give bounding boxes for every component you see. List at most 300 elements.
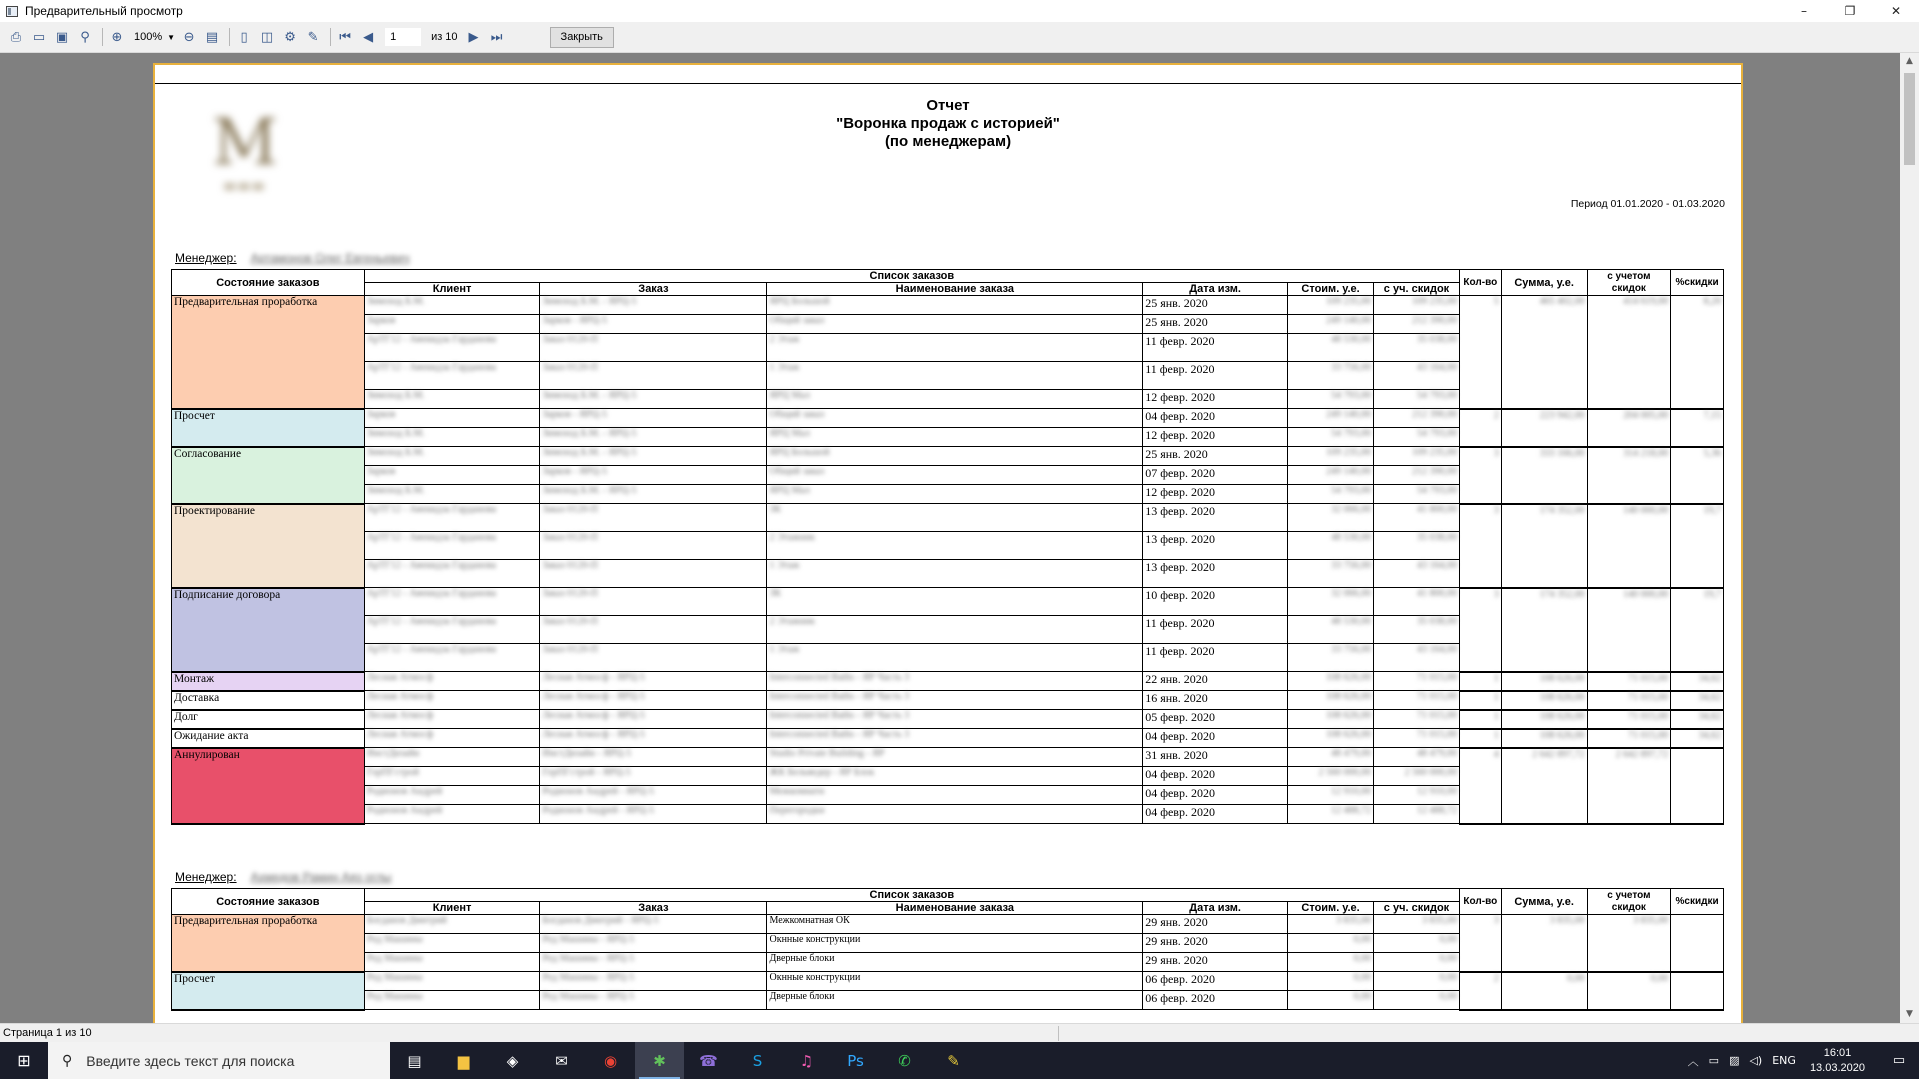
- order-cell: Заказ 0120-П: [540, 560, 767, 588]
- header-cost: Стоим. у.е.: [1288, 902, 1374, 915]
- qty-cell: 1: [1459, 672, 1501, 691]
- order-cell: Лесная Атмосф - ЯРЦ-5: [540, 691, 767, 710]
- discount-cost-cell: 3 835,00: [1374, 915, 1460, 934]
- header-order-name: Наименование заказа: [767, 902, 1143, 915]
- date-cell: 04 февр. 2020: [1143, 729, 1288, 748]
- discount-cost-cell: 43 164,00: [1374, 560, 1460, 588]
- state-cell: Просчет: [172, 409, 365, 447]
- scroll-up-icon[interactable]: ▲: [1906, 56, 1913, 66]
- sum-cell: 108 626,00: [1501, 672, 1587, 691]
- order-name-cell: Interconnected Baths - ЯР Часть 3: [767, 729, 1143, 748]
- order-cell: Ред Машины - ЯРЦ-5: [540, 972, 767, 991]
- order-name-cell: Общий заказ: [767, 409, 1143, 428]
- incl-discount-cell: 204 005,00: [1587, 409, 1670, 447]
- date-cell: 22 янв. 2020: [1143, 672, 1288, 691]
- pct-discount-cell: 5,36: [1671, 447, 1724, 504]
- client-cell: Богданов Дмитрий: [364, 915, 540, 934]
- order-name-cell: 1 Этаж: [767, 644, 1143, 672]
- network-icon[interactable]: ▨: [1729, 1054, 1740, 1067]
- date-cell: 11 февр. 2020: [1143, 362, 1288, 390]
- state-cell: Аннулирован: [172, 748, 365, 824]
- order-name-cell: 2 Этажник: [767, 616, 1143, 644]
- manager-heading: [175, 251, 410, 265]
- header-sum: Сумма, у.е.: [1501, 270, 1587, 296]
- photoshop-icon[interactable]: Ps: [847, 1051, 864, 1070]
- cost-cell: 249 140,00: [1288, 466, 1374, 485]
- manager-label: Менеджер:: [175, 251, 237, 265]
- cost-cell: 0,00: [1288, 972, 1374, 991]
- order-cell: Заказ 0120-П: [540, 644, 767, 672]
- volume-icon[interactable]: ◁): [1749, 1054, 1763, 1067]
- header-order-name: Наименование заказа: [767, 283, 1143, 296]
- qty-cell: 2: [1459, 409, 1501, 447]
- date-cell: 07 февр. 2020: [1143, 466, 1288, 485]
- pct-discount-cell: 34,62: [1671, 672, 1724, 691]
- order-cell: Лесная Атмосф - ЯРЦ-5: [540, 672, 767, 691]
- order-name-cell: Interconnected Baths - ЯР Часть 3: [767, 691, 1143, 710]
- store-icon[interactable]: ◈: [506, 1051, 519, 1070]
- cost-cell: 48 479,00: [1288, 748, 1374, 767]
- discount-cost-cell: 71 015,00: [1374, 710, 1460, 729]
- window-title: Предварительный просмотр: [25, 4, 183, 18]
- client-cell: Ред Машины: [364, 934, 540, 953]
- cost-cell: 2 560 000,00: [1288, 767, 1374, 786]
- cost-cell: 54 793,00: [1288, 485, 1374, 504]
- cost-cell: 33 756,00: [1288, 362, 1374, 390]
- sum-cell: 174 352,00: [1501, 504, 1587, 588]
- header-incl-discount: с учетом скидок: [1587, 889, 1670, 915]
- order-name-cell: Окнные конструкции: [767, 934, 1143, 953]
- sum-cell: 3 835,00: [1501, 915, 1587, 972]
- order-cell: Лесная Атмосф - ЯРЦ-5: [540, 710, 767, 729]
- app-icon-green-yellow[interactable]: ✎: [947, 1051, 960, 1070]
- show-hidden-icons-icon[interactable]: ︿: [1687, 1054, 1699, 1068]
- qty-cell: 3: [1459, 447, 1501, 504]
- report-title-line3: (по менеджерам): [884, 133, 1012, 150]
- client-cell: Зимоход Б.М.: [364, 485, 540, 504]
- whatsapp-icon[interactable]: ✆: [898, 1051, 911, 1070]
- minimize-button[interactable]: –: [1801, 4, 1807, 18]
- viber-icon[interactable]: ☎: [699, 1051, 718, 1070]
- mail-icon[interactable]: ✉: [555, 1051, 568, 1070]
- cost-cell: 54 793,00: [1288, 428, 1374, 447]
- discount-cost-cell: 71 015,00: [1374, 672, 1460, 691]
- header-client: Клиент: [364, 283, 540, 296]
- discount-cost-cell: 54 793,00: [1374, 390, 1460, 409]
- pct-discount-cell: [1671, 748, 1724, 824]
- print-icon[interactable]: ⎙: [10, 29, 22, 45]
- order-name-cell: ЯРЦ Мал: [767, 428, 1143, 447]
- order-cell: Заказ 0120-П: [540, 532, 767, 560]
- cost-cell: 108 626,00: [1288, 691, 1374, 710]
- order-name-cell: Межкомнатн: [767, 786, 1143, 805]
- incl-discount-cell: 314 218,00: [1587, 447, 1670, 504]
- windows-start-icon[interactable]: ⊞: [17, 1051, 31, 1070]
- search-icon: ⚲: [62, 1052, 73, 1069]
- header-with-discount: с уч. скидок: [1374, 902, 1460, 915]
- chrome-icon[interactable]: ◉: [603, 1051, 618, 1070]
- cost-cell: 33 756,00: [1288, 644, 1374, 672]
- table-row: [172, 672, 1724, 691]
- date-cell: 25 янв. 2020: [1143, 315, 1288, 334]
- qty-cell: 2: [1459, 972, 1501, 1010]
- state-cell: Долг: [172, 710, 365, 729]
- discount-cost-cell: 0,00: [1374, 953, 1460, 972]
- discount-cost-cell: 212 390,00: [1374, 409, 1460, 428]
- date-cell: 29 янв. 2020: [1143, 915, 1288, 934]
- header-orders-list: Список заказов: [364, 889, 1459, 902]
- incl-discount-cell: 0,00: [1587, 972, 1670, 1010]
- date-cell: 29 янв. 2020: [1143, 953, 1288, 972]
- cost-cell: 0,00: [1288, 953, 1374, 972]
- file-explorer-icon[interactable]: ▆: [457, 1051, 470, 1070]
- order-cell: Родионов Андрей - ЯРЦ-5: [540, 805, 767, 824]
- task-view-icon[interactable]: ▤: [407, 1051, 422, 1070]
- cost-cell: 3 835,00: [1288, 915, 1374, 934]
- discount-cost-cell: 0,00: [1374, 934, 1460, 953]
- date-cell: 04 февр. 2020: [1143, 767, 1288, 786]
- cost-cell: 0,00: [1288, 934, 1374, 953]
- order-name-cell: Перегородки: [767, 805, 1143, 824]
- client-cell: Лесная Атмосф: [364, 691, 540, 710]
- multi-page-icon[interactable]: ◫: [260, 29, 274, 45]
- qty-cell: 4: [1459, 748, 1501, 824]
- client-cell: Лесная Атмосф: [364, 729, 540, 748]
- incl-discount-cell: 71 015,00: [1587, 691, 1670, 710]
- order-cell: ИнстДизайн - ЯРЦ-5: [540, 748, 767, 767]
- table-row: [172, 409, 1724, 428]
- client-cell: АрТГ12 - Авенидза Гарданова: [364, 616, 540, 644]
- cost-cell: 32 066,00: [1288, 504, 1374, 532]
- client-cell: АрТГ12 - Авенидза Гарданова: [364, 588, 540, 616]
- chevron-down-icon: ▼: [167, 32, 176, 42]
- zoom-in-icon[interactable]: ⊕: [111, 29, 123, 45]
- order-name-cell: Interconnected Baths - ЯР Часть 3: [767, 672, 1143, 691]
- cost-cell: 109 235,00: [1288, 447, 1374, 466]
- page-count-label: из 10: [431, 31, 458, 43]
- order-name-cell: Межкомнатная ОК: [767, 915, 1143, 934]
- zoom-select[interactable]: 100% ▼: [134, 31, 176, 43]
- cost-cell: 0,00: [1288, 991, 1374, 1010]
- discount-cost-cell: 0,00: [1374, 991, 1460, 1010]
- date-cell: 25 янв. 2020: [1143, 447, 1288, 466]
- order-name-cell: Общий заказ: [767, 466, 1143, 485]
- order-name-cell: Дверные блоки: [767, 953, 1143, 972]
- active-app-icon[interactable]: ✱: [635, 1042, 684, 1079]
- incl-discount-cell: 71 015,00: [1587, 729, 1670, 748]
- header-order: Заказ: [540, 902, 767, 915]
- discount-cost-cell: 212 390,00: [1374, 466, 1460, 485]
- toolbar-separator: [229, 28, 230, 46]
- report-title-line2: "Воронка продаж с историей": [836, 115, 1060, 132]
- order-cell: Ред Машины - ЯРЦ-5: [540, 934, 767, 953]
- order-name-cell: Окнные конструкции: [767, 972, 1143, 991]
- discount-cost-cell: 212 390,00: [1374, 315, 1460, 334]
- order-cell: Лесная Атмосф - ЯРЦ-5: [540, 729, 767, 748]
- discount-cost-cell: 35 038,00: [1374, 616, 1460, 644]
- toolbar: [0, 22, 1919, 53]
- sum-cell: 223 942,00: [1501, 409, 1587, 447]
- close-window-button[interactable]: ✕: [1890, 4, 1902, 18]
- date-cell: 12 февр. 2020: [1143, 428, 1288, 447]
- manager-name: Артамонов Олег Евгеньевич: [250, 251, 410, 265]
- zoom-out-icon[interactable]: ⊖: [183, 29, 195, 45]
- date-cell: 31 янв. 2020: [1143, 748, 1288, 767]
- table-row: [172, 729, 1724, 748]
- cost-cell: 109 235,00: [1288, 296, 1374, 315]
- client-cell: Лесная Атмосф: [364, 710, 540, 729]
- cost-cell: 108 626,00: [1288, 729, 1374, 748]
- incl-discount-cell: 140 000,00: [1587, 504, 1670, 588]
- order-name-cell: ЯРЦ Мал: [767, 485, 1143, 504]
- order-name-cell: ЗК: [767, 588, 1143, 616]
- orders-table: [171, 269, 1724, 825]
- edit-page-icon[interactable]: ✎: [307, 29, 319, 45]
- table-row: [172, 710, 1724, 729]
- first-page-icon[interactable]: ⏮: [339, 29, 351, 45]
- client-cell: АрТГ12 - Авенидза Гарданова: [364, 560, 540, 588]
- order-name-cell: 1 Этаж: [767, 560, 1143, 588]
- order-cell: ГорПГстрой - ЯРЦ-5: [540, 767, 767, 786]
- order-name-cell: 1 Этаж: [767, 362, 1143, 390]
- status-text: Страница 1 из 10: [3, 1027, 92, 1039]
- date-cell: 29 янв. 2020: [1143, 934, 1288, 953]
- qty-cell: 1: [1459, 691, 1501, 710]
- cost-cell: 32 066,00: [1288, 588, 1374, 616]
- header-qty: Кол-во: [1459, 270, 1501, 296]
- client-cell: АрТГ12 - Авенидза Гарданова: [364, 334, 540, 362]
- vertical-scrollbar[interactable]: [1900, 53, 1919, 1023]
- discount-cost-cell: 54 793,00: [1374, 485, 1460, 504]
- language-indicator[interactable]: ENG: [1772, 1054, 1796, 1067]
- taskbar-search[interactable]: [48, 1042, 390, 1079]
- date-cell: 06 февр. 2020: [1143, 972, 1288, 991]
- client-cell: АрТГ12 - Авенидза Гарданова: [364, 532, 540, 560]
- toolbar-separator: [330, 28, 331, 46]
- discount-cost-cell: 43 164,00: [1374, 362, 1460, 390]
- header-orders-list: Список заказов: [364, 270, 1459, 283]
- date-cell: 06 февр. 2020: [1143, 991, 1288, 1010]
- order-name-cell: ЖК Бельведер - ЯР Блок: [767, 767, 1143, 786]
- cost-cell: 108 626,00: [1288, 672, 1374, 691]
- cost-cell: 249 140,00: [1288, 315, 1374, 334]
- discount-cost-cell: 109 235,00: [1374, 296, 1460, 315]
- restore-button[interactable]: ❐: [1844, 4, 1856, 18]
- pct-discount-cell: [1671, 972, 1724, 1010]
- client-cell: Ред Машины: [364, 991, 540, 1010]
- header-sum: Сумма, у.е.: [1501, 889, 1587, 915]
- pct-discount-cell: 19,7: [1671, 588, 1724, 672]
- save-icon[interactable]: ▣: [55, 29, 69, 45]
- header-client: Клиент: [364, 902, 540, 915]
- qty-cell: 3: [1459, 588, 1501, 672]
- pct-discount-cell: 34,62: [1671, 691, 1724, 710]
- discount-cost-cell: 41 800,00: [1374, 588, 1460, 616]
- sum-cell: 108 626,00: [1501, 729, 1587, 748]
- last-page-icon[interactable]: ⏭: [490, 29, 503, 45]
- discount-cost-cell: 43 164,00: [1374, 644, 1460, 672]
- notification-icon[interactable]: ▭: [1892, 1053, 1906, 1068]
- date-cell: 13 февр. 2020: [1143, 560, 1288, 588]
- pct-discount-cell: [1671, 915, 1724, 972]
- header-pct-discount: %скидки: [1671, 889, 1724, 915]
- qty-cell: 3: [1459, 504, 1501, 588]
- client-cell: Родионов Андрей: [364, 786, 540, 805]
- order-cell: Зимоход Б.М. - ЯРЦ-5: [540, 296, 767, 315]
- client-cell: Зимоход Б.М.: [364, 428, 540, 447]
- client-cell: Ред Машины: [364, 953, 540, 972]
- prev-page-icon[interactable]: ◀: [363, 29, 374, 45]
- orders-table: [171, 888, 1724, 1011]
- scroll-thumb[interactable]: [1904, 73, 1915, 165]
- status-bar: [0, 1023, 1919, 1042]
- header-incl-discount: с учетом скидок: [1587, 270, 1670, 296]
- battery-icon[interactable]: ▭: [1708, 1054, 1720, 1067]
- state-cell: Просчет: [172, 972, 365, 1010]
- clock[interactable]: [1810, 1046, 1865, 1076]
- skype-icon[interactable]: S: [752, 1051, 763, 1070]
- app-icon: [6, 6, 18, 17]
- date-cell: 13 февр. 2020: [1143, 504, 1288, 532]
- order-cell: Богданов Дмитрий - ЯРЦ-5: [540, 915, 767, 934]
- client-cell: Зарков: [364, 315, 540, 334]
- company-logo: M ▬▬▬: [212, 106, 278, 194]
- client-cell: АрТГ12 - Авенидза Гарданова: [364, 504, 540, 532]
- order-cell: Ред Машины - ЯРЦ-5: [540, 991, 767, 1010]
- client-cell: Зарков: [364, 409, 540, 428]
- sum-cell: 108 626,00: [1501, 710, 1587, 729]
- discount-cost-cell: 54 793,00: [1374, 428, 1460, 447]
- cost-cell: 249 140,00: [1288, 409, 1374, 428]
- preview-area[interactable]: [0, 53, 1900, 1023]
- client-cell: АрТГ12 - Авенидза Гарданова: [364, 362, 540, 390]
- cost-cell: 33 756,00: [1288, 560, 1374, 588]
- state-cell: Монтаж: [172, 672, 365, 691]
- date-cell: 25 янв. 2020: [1143, 296, 1288, 315]
- date-cell: 11 февр. 2020: [1143, 334, 1288, 362]
- pct-discount-cell: 34,62: [1671, 710, 1724, 729]
- find-icon[interactable]: ⚲: [80, 29, 90, 45]
- search-placeholder: Введите здесь текст для поиска: [86, 1052, 295, 1069]
- table-row: [172, 691, 1724, 710]
- header-order: Заказ: [540, 283, 767, 296]
- client-cell: Лесная Атмосф: [364, 672, 540, 691]
- incl-discount-cell: 71 015,00: [1587, 672, 1670, 691]
- close-preview-button[interactable]: Закрыть: [550, 27, 614, 48]
- client-cell: ГорПГстрой: [364, 767, 540, 786]
- table-row: [172, 972, 1724, 991]
- cost-cell: 12 488,72: [1288, 805, 1374, 824]
- order-name-cell: ЗК: [767, 504, 1143, 532]
- discount-cost-cell: 12 910,00: [1374, 786, 1460, 805]
- sum-cell: 333 166,00: [1501, 447, 1587, 504]
- qty-cell: 5: [1459, 296, 1501, 409]
- table-row: [172, 296, 1724, 315]
- order-cell: Зарков - ЯРЦ-5: [540, 409, 767, 428]
- discount-cost-cell: 109 235,00: [1374, 447, 1460, 466]
- order-cell: Заказ 0120-П: [540, 588, 767, 616]
- discount-cost-cell: 12 488,72: [1374, 805, 1460, 824]
- single-page-icon[interactable]: ▯: [240, 29, 248, 45]
- pct-discount-cell: 19,7: [1671, 504, 1724, 588]
- sum-cell: 174 352,00: [1501, 588, 1587, 672]
- manager-name: Ахмедов Рамин Аяз оглы: [250, 870, 392, 884]
- cost-cell: 54 793,00: [1288, 390, 1374, 409]
- discount-cost-cell: 2 560 000,00: [1374, 767, 1460, 786]
- incl-discount-cell: 2 642 897,72: [1587, 748, 1670, 824]
- client-cell: Родионов Андрей: [364, 805, 540, 824]
- date-cell: 12 февр. 2020: [1143, 390, 1288, 409]
- clock-date: 13.03.2020: [1809, 1061, 1865, 1074]
- discount-cost-cell: 71 015,00: [1374, 691, 1460, 710]
- header-date: Дата изм.: [1143, 283, 1288, 296]
- scroll-down-icon[interactable]: ▼: [1906, 1009, 1913, 1019]
- state-cell: Доставка: [172, 691, 365, 710]
- header-state: Состояние заказов: [172, 889, 365, 915]
- page-setup-icon[interactable]: ⚙: [284, 29, 296, 45]
- order-name-cell: 2 Этаж: [767, 334, 1143, 362]
- state-cell: Предварительная проработка: [172, 915, 365, 972]
- state-cell: Проектирование: [172, 504, 365, 588]
- state-cell: Ожидание акта: [172, 729, 365, 748]
- order-cell: Родионов Андрей - ЯРЦ-5: [540, 786, 767, 805]
- header-qty: Кол-во: [1459, 889, 1501, 915]
- incl-discount-cell: 140 000,00: [1587, 588, 1670, 672]
- order-cell: Зарков - ЯРЦ-5: [540, 466, 767, 485]
- date-cell: 10 февр. 2020: [1143, 588, 1288, 616]
- order-name-cell: Interconnected Baths - ЯР Часть 3: [767, 710, 1143, 729]
- page-number-input[interactable]: [385, 28, 421, 46]
- order-cell: Зимоход Б.М. - ЯРЦ-5: [540, 447, 767, 466]
- manager-label: Менеджер:: [175, 870, 237, 884]
- next-page-icon[interactable]: ▶: [468, 29, 479, 45]
- order-cell: Ред Машины - ЯРЦ-5: [540, 953, 767, 972]
- sum-cell: 108 626,00: [1501, 691, 1587, 710]
- discount-cost-cell: 41 800,00: [1374, 504, 1460, 532]
- state-cell: Предварительная проработка: [172, 296, 365, 409]
- discount-cost-cell: 71 015,00: [1374, 729, 1460, 748]
- date-cell: 11 февр. 2020: [1143, 616, 1288, 644]
- sum-cell: 0,00: [1501, 972, 1587, 1010]
- order-cell: Зимоход Б.М. - ЯРЦ-5: [540, 390, 767, 409]
- report-title: [155, 97, 1741, 151]
- open-folder-icon[interactable]: ▭: [32, 29, 46, 45]
- order-name-cell: ЯРЦ Мал: [767, 390, 1143, 409]
- fit-page-icon[interactable]: ▤: [205, 29, 219, 45]
- sum-cell: 465 402,00: [1501, 296, 1587, 409]
- order-name-cell: 2 Этажник: [767, 532, 1143, 560]
- page-top-rule: [155, 83, 1741, 84]
- qty-cell: 1: [1459, 729, 1501, 748]
- system-tray: [1688, 1042, 1919, 1079]
- client-cell: АрТГ12 - Авенидза Гарданова: [364, 644, 540, 672]
- report-period: Период 01.01.2020 - 01.03.2020: [1570, 198, 1725, 210]
- toolbar-separator: [102, 28, 103, 46]
- itunes-icon[interactable]: ♫: [799, 1051, 814, 1070]
- date-cell: 16 янв. 2020: [1143, 691, 1288, 710]
- table-row: [172, 588, 1724, 616]
- table-row: [172, 504, 1724, 532]
- cost-cell: 48 530,00: [1288, 616, 1374, 644]
- report-title-line1: Отчет: [926, 97, 970, 114]
- cost-cell: 12 910,00: [1288, 786, 1374, 805]
- order-cell: Заказ 0120-П: [540, 616, 767, 644]
- header-pct-discount: %скидки: [1671, 270, 1724, 296]
- state-cell: Согласование: [172, 447, 365, 504]
- discount-cost-cell: 0,00: [1374, 972, 1460, 991]
- table-row: [172, 915, 1724, 934]
- table-row: [172, 748, 1724, 767]
